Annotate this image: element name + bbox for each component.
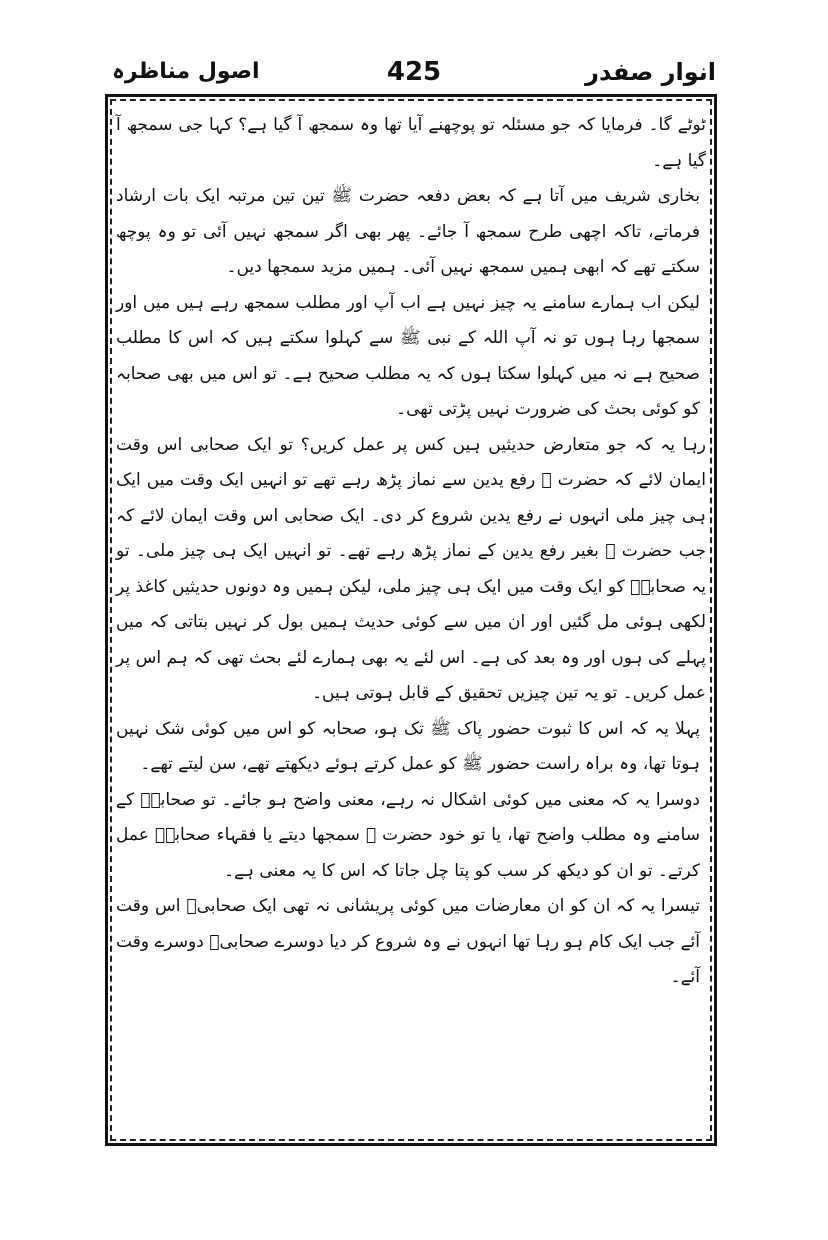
paragraph-7: تیسرا یہ کہ ان کو ان معارضات میں کوئی پریشانی نہ تھی ایک صحابیؓ اس وقت آئے جب ایک کام ہو رہا تھا انہوں نے وہ شروع کر دیا دوسرے صحابیؓ دوسرے وقت آئے۔ (116, 896, 700, 987)
paragraph-4: رہا یہ کہ جو متعارض حدیثیں ہیں کس پر عمل کریں؟ تو ایک صحابی اس وقت ایمان لائے کہ حضرت ﷺ رفع یدین سے نماز پڑھ رہے تھے تو انہیں ایک وقت میں ایک ہی چیز ملی انہوں نے رفع یدین شروع کر دی۔ ایک صحابی اس وقت ایمان لائے کہ جب حضرت ﷺ بغیر رفع یدین کے نماز پڑھ رہے تھے۔ تو انہیں ایک ہی چیز ملی۔ تو یہ صحابہؓ کو ایک وقت میں ایک ہی چیز ملی، لیکن ہمیں وہ دونوں حدیثیں کاغذ پر لکھی ہوئی مل گئیں اور ان میں سے کوئی حدیث ہمیں بول کر نہیں بتاتی کہ میں پہلے کی ہوں اور وہ بعد کی ہے۔ اس لئے یہ بھی ہمارے لئے بحث تھی کہ ہم اس پر عمل کریں۔ تو یہ تین چیزیں تحقیق کے قابل ہوتی ہیں۔ (116, 434, 706, 703)
section-title: اصول مناظرہ (112, 59, 260, 84)
paragraph-3: لیکن اب ہمارے سامنے یہ چیز نہیں ہے اب آپ اور مطلب سمجھ رہے ہیں میں اور سمجھا رہا ہوں تو نہ آپ اللہ کے نبی ﷺ سے کہلوا سکتے ہیں کہ اس کا مطلب صحیح ہے نہ میں کہلوا سکتا ہوں کہ یہ مطلب صحیح ہے۔ تو اس میں بھی صحابہ کو کوئی بحث کی ضرورت نہیں پڑتی تھی۔ (116, 292, 700, 419)
page-number: 425 (386, 57, 442, 87)
paragraph-6: دوسرا یہ کہ معنی میں کوئی اشکال نہ رہے، معنی واضح ہو جائے۔ تو صحابہؓ کے سامنے وہ مطلب واضح تھا، یا تو خود حضرت ﷺ سمجھا دیتے یا فقہاء صحابہؓ عمل کرتے۔ تو ان کو دیکھ کر سب کو پتا چل جاتا کہ اس کا یہ معنی ہے۔ (116, 789, 700, 881)
book-title: انوار صفدر (585, 58, 716, 86)
paragraph-2: بخاری شریف میں آتا ہے کہ بعض دفعہ حضرت ﷺ تین تین مرتبہ ایک بات ارشاد فرماتے، تاکہ اچھی طرح سمجھ آ جائے۔ پھر بھی اگر سمجھ نہیں آئی تو وہ پوچھ سکتے تھے کہ ابھی ہمیں سمجھ نہیں آئی۔ ہمیں مزید سمجھا دیں۔ (116, 186, 700, 277)
body-text (116, 108, 706, 1108)
paragraph-5: پہلا یہ کہ اس کا ثبوت حضور پاک ﷺ تک ہو، صحابہ کو اس میں کوئی شک نہیں ہوتا تھا، وہ براہ راست حضور ﷺ کو عمل کرتے ہوئے دیکھتے تھے، سن لیتے تھے۔ (116, 718, 700, 774)
paragraph-1: ٹوٹے گا۔ فرمایا کہ جو مسئلہ تو پوچھنے آیا تھا وہ سمجھ آ گیا ہے؟ کہا جی سمجھ آ گیا ہے۔ (116, 115, 706, 171)
